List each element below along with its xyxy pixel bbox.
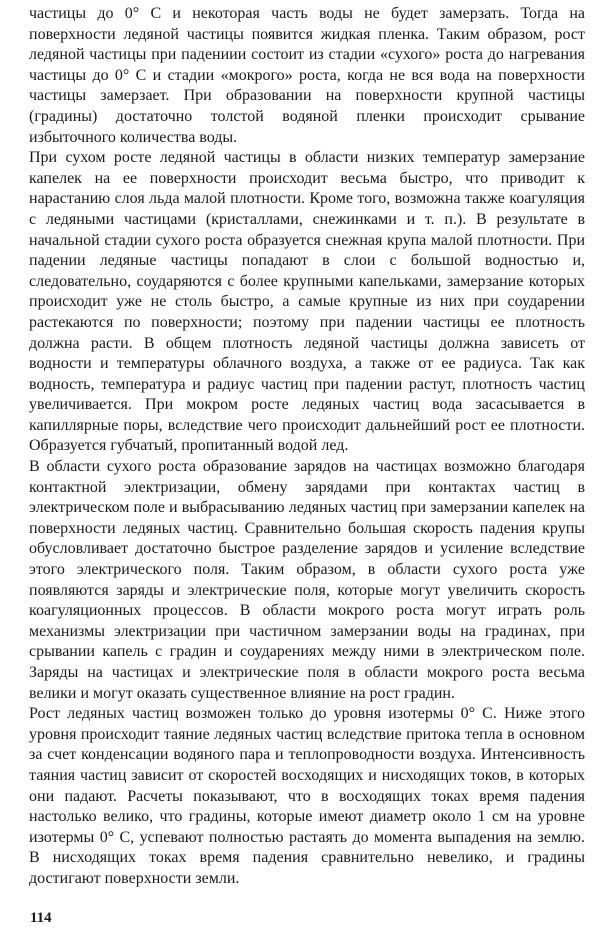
paragraph-4: Рост ледяных частиц возможен только до уровня изотермы 0° С. Ниже этого уровня происходит таяние ледяных частиц вследствие притока тепла в основном за счет конденсации водяного пара и теплопроводности воздуха. Интенсивность таяния частиц зависит от скоростей восходящих и нисходящих токов, в которых они падают. Расчеты показывают, что в восходящих токах время падения настолько велико, что градины, которые имеют диаметр около 1 см на уровне изотермы 0° С, успевают полностью растаять до момента выпадения на землю. В нисходящих токах время падения сравнительно невелико, и градины достигают поверхности земли. — [29, 705, 585, 887]
paragraph-2: При сухом росте ледяной частицы в области низких температур замерзание капелек на ее поверхности происходит весьма быстро, что приводит к нарастанию слоя льда малой плотности. Кроме того, возможна также коагуляция с ледяными частицами (кристаллами, снежинками и т. п.). В результате в начальной стадии сухого роста образуется снежная крупа малой плотности. При падении ледяные частицы попадают в слои с большой водностью и, следовательно, соударяются с более крупными капельками, замерзание которых происходит уже не столь быстро, а самые крупные из них при соударении растекаются по поверхности; поэтому при падении частицы ее плотность должна расти. В общем плотность ледяной частицы должна зависеть от водности и температуры облачного воздуха, а также от ее радиуса. Так как водность, температура и радиус частиц при падении растут, плотность частиц увеличивается. При мокром росте ледяных частиц вода засасывается в капиллярные поры, вследствие чего происходит дальнейший рост ее плотности. Образуется губчатый, пропитанный водой лед. — [29, 149, 585, 455]
document-page — [29, 4, 585, 890]
page-number: 114 — [30, 910, 52, 926]
paragraph-3: В области сухого роста образование зарядов на частицах возможно благодаря контактной электризации, обмену зарядами при контактах частиц в электрическом поле и выбрасыванию ледяных частиц при замерзании капелек на поверхности ледяных частиц. Сравнительно большая скорость падения крупы обусловливает достаточно быстрое разделение зарядов и усиление вследствие этого электрического поля. Таким образом, в области сухого роста уже появляются заряды и электрические поля, которые могут увеличить скорость коагуляционных процессов. В области мокрого роста могут играть роль механизмы электризации при частичном замерзании воды на градинах, при срывании капель с градин и соударениях между ними в электрическом поле. Заряды на частицах и электрические поля в области мокрого роста весьма велики и могут оказать существенное влияние на рост градин. — [29, 458, 585, 702]
paragraph-1: частицы до 0° С и некоторая часть воды не будет замерзать. Тогда на поверхности ледяной частицы появится жидкая пленка. Таким образом, рост ледяной частицы при падениии состоит из стадии «сухого» роста до нагревания частицы до 0° С и стадии «мокрого» роста, когда не вся вода на поверхности частицы замерзает. При образовании на поверхности крупной частицы (градины) достаточно толстой водяной пленки происходит срывание избыточного количества воды. — [29, 5, 585, 146]
